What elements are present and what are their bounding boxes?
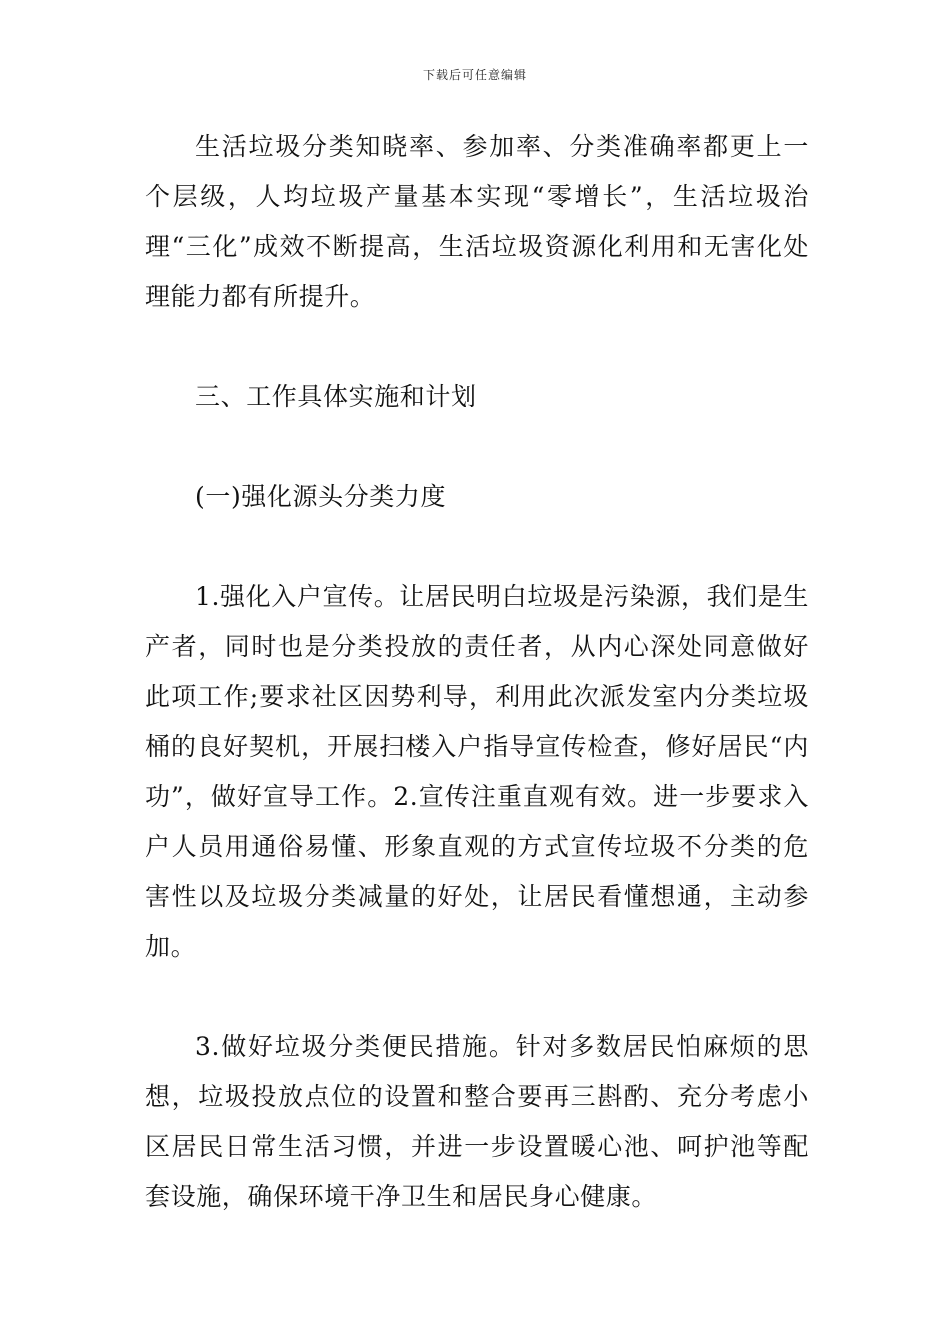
paragraph-goals: 生活垃圾分类知晓率、参加率、分类准确率都更上一个层级，人均垃圾产量基本实现“零增长”，生活垃圾治理“三化”成效不断提高，生活垃圾资源化利用和无害化处理能力都有所提升。 xyxy=(145,132,809,311)
paragraph-gap xyxy=(145,422,809,472)
paragraph-household-publicity: 1.强化入户宣传。让居民明白垃圾是污染源，我们是生产者，同时也是分类投放的责任者，从内心深处同意做好此项工作;要求社区因势利导，利用此次派发室内分类垃圾桶的良好契机，开展扫楼入户指导宣传检查，修好居民“内功”，做好宣导工作。2.宣传注重直观有效。进一步要求入户人员用通俗易懂、形象直观的方式宣传垃圾不分类的危害性以及垃圾分类减量的好处，让居民看懂想通，主动参加。 xyxy=(145,582,809,961)
section-heading-implementation: 三、工作具体实施和计划 xyxy=(195,382,477,411)
paragraph-gap xyxy=(145,522,809,572)
page-header: 下载后可任意编辑 xyxy=(422,68,527,82)
document-body xyxy=(145,122,809,1222)
paragraph-gap xyxy=(145,972,809,1022)
paragraph-gap xyxy=(145,322,809,372)
subsection-heading-source-sorting: (一)强化源头分类力度 xyxy=(195,482,447,511)
paragraph-convenience-measures: 3.做好垃圾分类便民措施。针对多数居民怕麻烦的思想，垃圾投放点位的设置和整合要再三斟酌、充分考虑小区居民日常生活习惯，并进一步设置暖心池、呵护池等配套设施，确保环境干净卫生和居民身心健康。 xyxy=(145,1032,809,1211)
